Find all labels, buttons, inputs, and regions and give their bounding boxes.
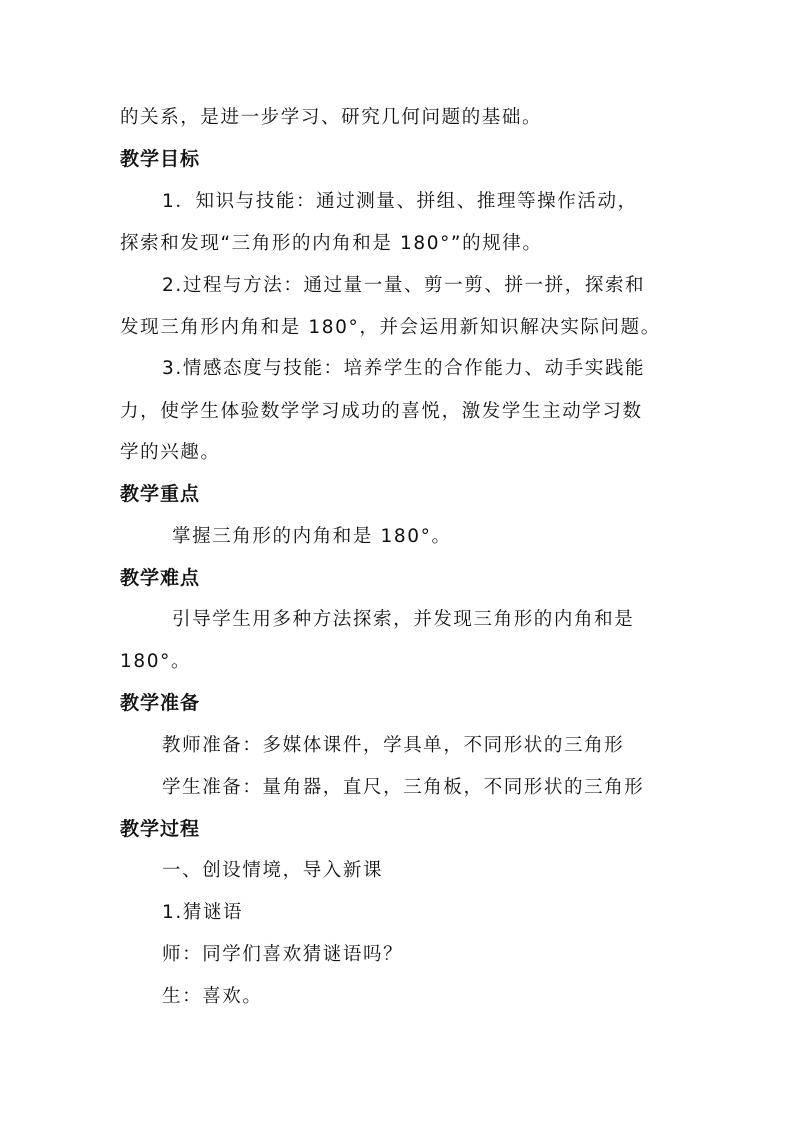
goal-3-line-2: 力，使学生体验数学学习成功的喜悦，激发学生主动学习数 (120, 401, 643, 422)
difficulty-line-2: 180°。 (120, 651, 192, 672)
section-heading-goals: 教学目标 (120, 148, 201, 170)
section-heading-preparation: 教学准备 (120, 692, 201, 714)
difficulty-line-1: 引导学生用多种方法探索，并发现三角形的内角和是 (172, 609, 635, 630)
goal-3-line-1: 3.情感态度与技能：培养学生的合作能力、动手实践能 (162, 358, 646, 379)
section-heading-key-points: 教学重点 (120, 483, 201, 505)
process-step-1: 一、创设情境，导入新课 (162, 860, 384, 881)
section-heading-process: 教学过程 (120, 818, 201, 840)
goal-1-line-1: 1．知识与技能：通过测量、拼组、推理等操作活动， (162, 191, 638, 212)
goal-3-line-3: 学的兴趣。 (120, 442, 221, 463)
paragraph-line: 的关系，是进一步学习、研究几何问题的基础。 (120, 107, 543, 128)
section-heading-difficulties: 教学难点 (120, 567, 201, 589)
key-point-text: 掌握三角形的内角和是 180°。 (172, 526, 452, 547)
student-dialogue: 生：喜欢。 (162, 986, 263, 1007)
goal-2-line-2: 发现三角形内角和是 180°，并会运用新知识解决实际问题。 (120, 317, 661, 338)
student-preparation: 学生准备：量角器，直尺，三角板，不同形状的三角形 (162, 777, 645, 798)
process-sub-step: 1.猜谜语 (162, 902, 244, 923)
teacher-preparation: 教师准备：多媒体课件，学具单，不同形状的三角形 (162, 735, 625, 756)
teacher-dialogue: 师：同学们喜欢猜谜语吗？ (162, 944, 404, 965)
goal-1-line-2: 探索和发现“三角形的内角和是 180°”的规律。 (120, 233, 543, 254)
goal-2-line-1: 2.过程与方法：通过量一量、剪一剪、拼一拼，探索和 (162, 275, 646, 296)
